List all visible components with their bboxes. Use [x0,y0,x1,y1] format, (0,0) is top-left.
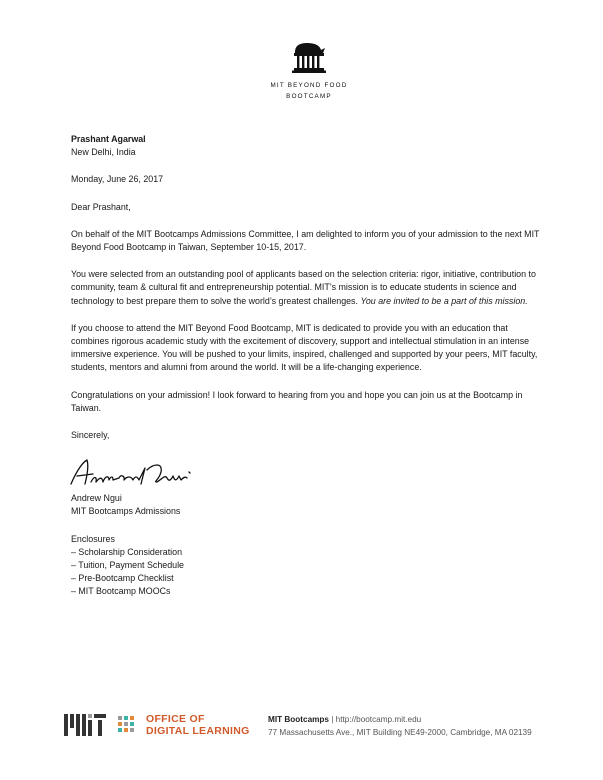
recipient-name: Prashant Agarwal [71,134,146,144]
odl-line-1: OFFICE OF [146,713,205,725]
letter-footer [0,700,603,760]
mit-logo-icon [64,714,106,736]
paragraph-2 [71,268,541,308]
footer-separator: | [328,715,336,724]
logo-line-2: BOOTCAMP [286,93,332,100]
closing: Sincerely, [71,430,110,441]
footer-url[interactable]: http://bootcamp.mit.edu [335,715,422,724]
enclosures-list [71,546,541,599]
odl-dots-icon [118,716,138,736]
footer-address: 77 Massachusetts Ave., MIT Building NE49-2000, Cambridge, MA 02139 [268,728,532,737]
paragraph-4: Congratulations on your admission! I look forward to hearing from you and hope you can join us at the Bootcamp in Taiwan. [71,389,523,413]
paragraph-3: If you choose to attend the MIT Beyond Food Bootcamp, MIT is dedicated to provide you with an education that combines rigorous academic study with the excitement of discovery, support and intellectual stimulation in an intense immersive experience. You will be pushed to your limits, inspired, challenged and supported by your peers, MIT faculty, students, mentors and alumni from around the world. It will be a life-changing experience. [71,322,538,373]
bootcamp-logo [267,22,351,108]
paragraph-1: On behalf of the MIT Bootcamps Admissions Committee, I am delighted to inform you of your admission to the next MIT Beyond Food Bootcamp in Taiwan, September 10-15, 2017. [71,228,540,253]
signer-name: Andrew Ngui [71,493,122,504]
enclosure-item: – Scholarship Consideration [71,546,183,557]
footer-contact [268,713,532,739]
letter-body [71,133,541,599]
letter-date: Monday, June 26, 2017 [71,174,164,185]
logo-line-1: MIT BEYOND FOOD [270,82,348,89]
dome-building-icon [289,40,329,74]
salutation: Dear Prashant, [71,201,131,212]
signer-title: MIT Bootcamps Admissions [71,506,181,517]
enclosures-heading: Enclosures [71,533,115,544]
odl-line-2: DIGITAL LEARNING [146,725,250,737]
paragraph-2-italic: You are invited to be a part of this mission. [360,295,528,306]
enclosure-item: – Tuition, Payment Schedule [71,560,184,571]
paragraph-2-text: You were selected from an outstanding pool of applicants based on the selection criteria: rigor, initiative, contribution to community, team & cultural fit and entrepreneurship potential. MIT’s mission is to educate students in science and technology to best prepare them to solve the world’s greatest challenges. [71,269,536,306]
footer-org: MIT Bootcamps [268,715,329,724]
signature-icon [67,456,207,490]
enclosure-item: – Pre-Bootcamp Checklist [71,573,174,584]
recipient-location: New Delhi, India [71,147,136,158]
enclosure-item: – MIT Bootcamp MOOCs [71,586,171,597]
